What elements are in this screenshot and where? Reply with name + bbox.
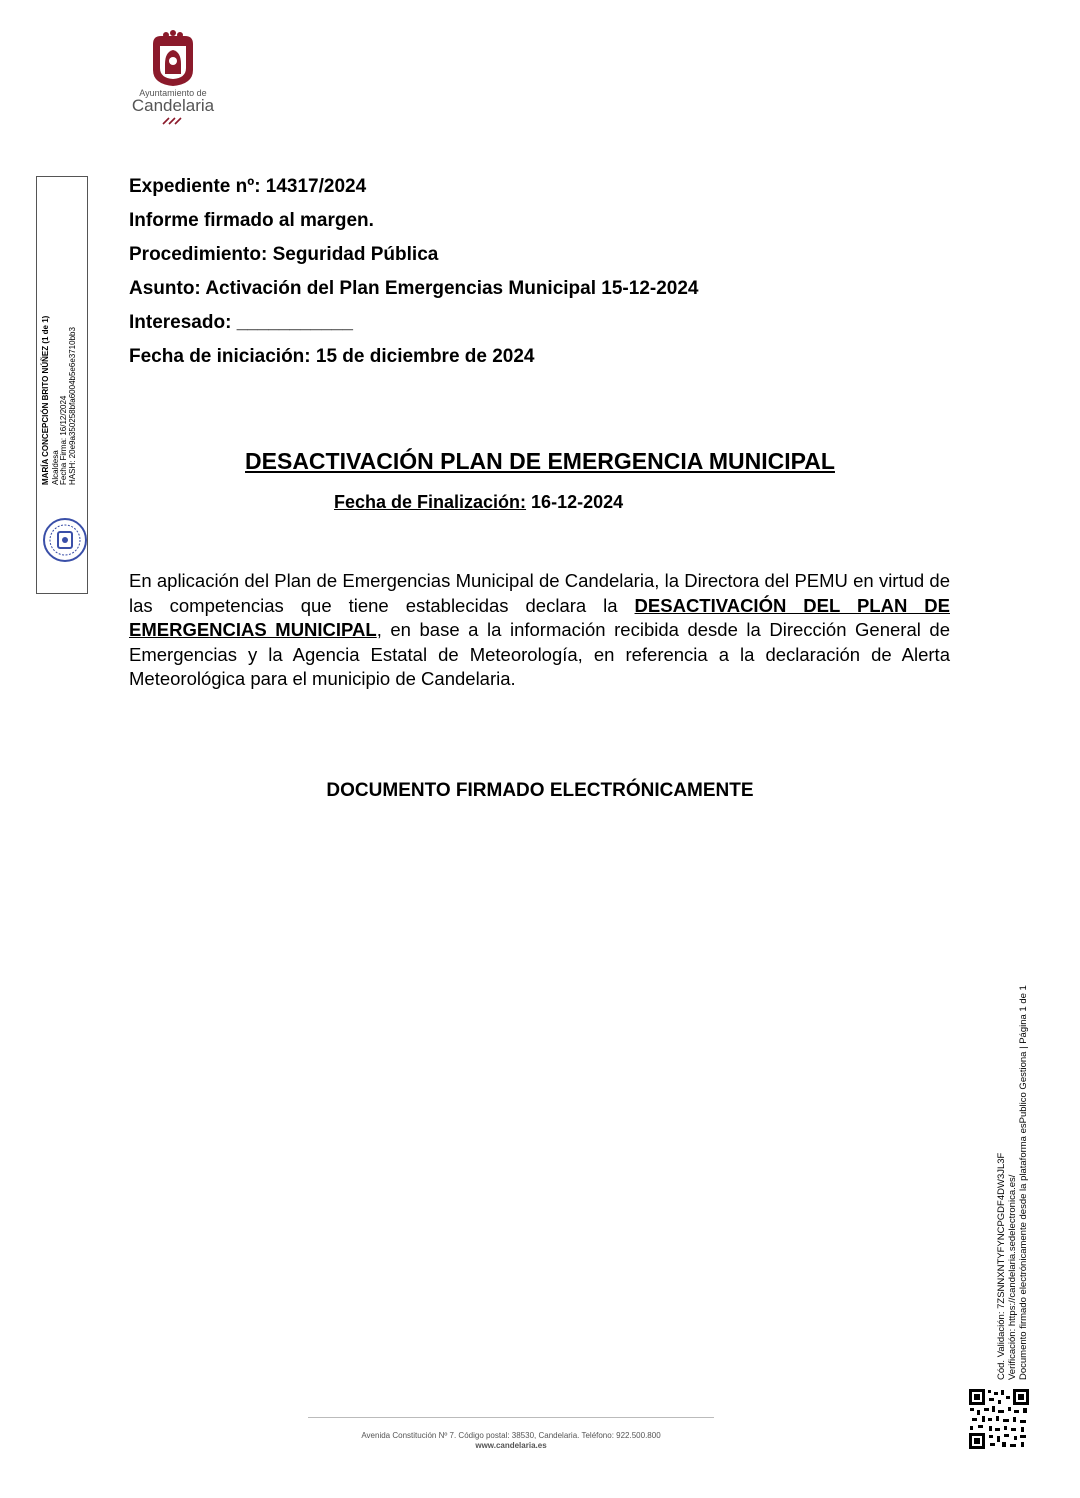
footer-divider [308,1417,714,1418]
expediente: Expediente nº: 14317/2024 [129,176,367,197]
municipal-seal-icon [42,517,88,563]
body-paragraph [129,569,950,692]
body-part1: En aplicación del Plan de Emergencias Municipal de Candelaria, la Directora del PEMU en virtud de las competencias que tiene establecidas declara la [129,570,950,616]
signed-notice: DOCUMENTO FIRMADO ELECTRÓNICAMENTE [326,780,754,801]
signature-panel [36,176,88,594]
candelaria-crest-icon [150,30,196,88]
logo-wave-icon [161,116,185,126]
fecha-iniciacion: Fecha de iniciación: 15 de diciembre de 2024 [129,346,535,367]
asunto: Asunto: Activación del Plan Emergencias Municipal 15-12-2024 [129,278,699,299]
platform-notice: Documento firmado electrónicamente desde la plataforma esPublico Gestiona | Página 1 de 1 [1018,985,1029,1380]
fecha-finalizacion-label: Fecha de Finalización: [334,492,527,512]
signature-date: Fecha Firma: 16/12/2024 [59,395,68,485]
logo-line2: Candelaria [131,96,215,115]
informe-firmado: Informe firmado al margen. [129,210,374,231]
interesado: Interesado: ___________ [129,312,353,333]
body-emphasis: DESACTIVACIÓN DEL PLAN DE EMERGENCIAS MUNICIPAL [129,594,950,641]
body-part2: , en base a la información recibida desde la Dirección General de Emergencias y la Agencia Estatal de Meteorología, en referencia a la declaración de Alerta Meteorológica para el municipio de Candelaria. [129,619,950,690]
validation-code: Cód. Validación: 7ZSNNXNTYFYNCPGDF4DW3JL3F [996,1152,1007,1380]
document-title: DESACTIVACIÓN PLAN DE EMERGENCIA MUNICIPAL [245,448,835,474]
fecha-finalizacion [334,492,623,513]
signature-hash: HASH: 20e9a350258bfa6004b5e6e3710bb3 [68,327,77,485]
footer-website[interactable]: www.candelaria.es [475,1441,547,1450]
signer-role: Alcaldesa [51,450,60,485]
verification-url: Verificación: https://candelaria.sedelectronica.es/ [1007,1174,1018,1380]
logo-line1: Ayuntamiento de [139,88,207,98]
footer-address: Avenida Constitución Nº 7. Código postal: 38530, Candelaria. Teléfono: 922.500.800 [361,1431,661,1440]
municipality-logo [128,30,218,130]
fecha-finalizacion-value: 16-12-2024 [526,492,624,512]
signer-name: MARÍA CONCEPCIÓN BRITO NÚÑEZ (1 de 1) [41,315,50,485]
procedimiento: Procedimiento: Seguridad Pública [129,244,439,265]
